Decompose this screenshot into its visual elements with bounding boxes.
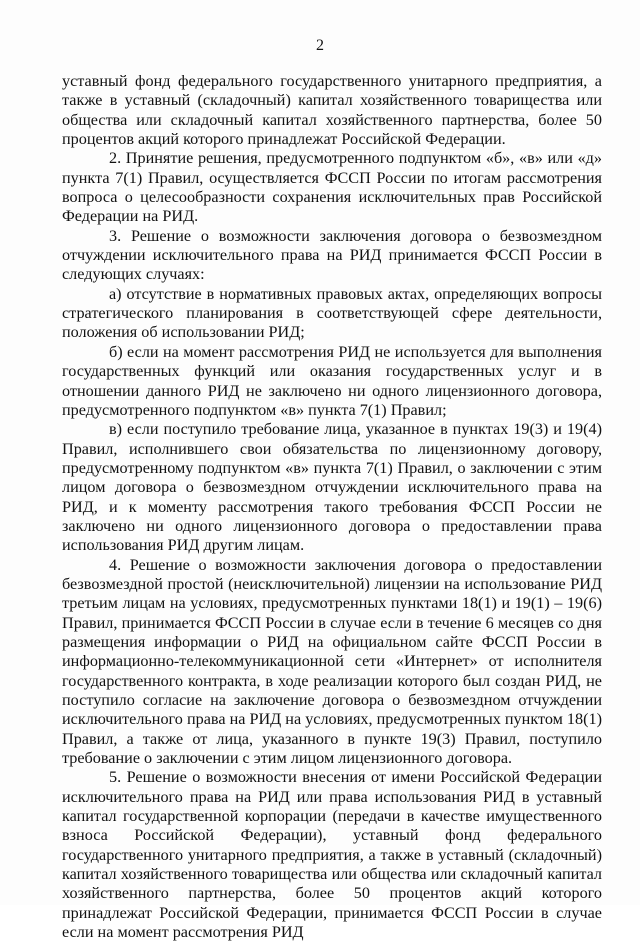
page-number: 2 (316, 37, 324, 54)
document-body (62, 72, 602, 942)
paragraph-item-3: 3. Решение о возможности заключения договора о безвозмездном отчуждении исключительного права на РИД принимается ФССП России в следующих случаях: (62, 226, 602, 284)
subparagraph-b: б) если на момент рассмотрения РИД не используется для выполнения государственных функций или оказания государственных услуг и в отношении данного РИД не заключено ни одного лицензионного договора, предусмотренного подпунктом «в» пункта 7(1) Правил; (62, 342, 602, 419)
paragraph-item-2: 2. Принятие решения, предусмотренного подпунктом «б», «в» или «д» пункта 7(1) Правил, осуществляется ФССП России по итогам рассмотрения вопроса о целесообразности сохранения исключительных прав Российской Федерации на РИД. (62, 149, 602, 226)
paragraph-item-5: 5. Решение о возможности внесения от имени Российской Федерации исключительного права на РИД или права использования РИД в уставный капитал государственной корпорации (передачи в качестве имущественного взноса Российской Федерации), уставный фонд федерального государственного унитарного предприятия, а также в уставный (складочный) капитал хозяйственного товарищества или общества или складочный капитал хозяйственного партнерства, более 50 процентов акций которого принадлежат Российской Федерации, принимается ФССП России в случае если на момент рассмотрения РИД (62, 768, 602, 942)
subparagraph-a: а) отсутствие в нормативных правовых актах, определяющих вопросы стратегического планирования в соответствующей сфере деятельности, положения об использовании РИД; (62, 284, 602, 342)
paragraph-continuation: уставный фонд федерального государственного унитарного предприятия, а также в уставный (складочный) капитал хозяйственного товарищества или общества или складочный капитал хозяйственного партнерства, более 50 процентов акций которого принадлежат Российской Федерации. (62, 72, 602, 149)
paragraph-item-4: 4. Решение о возможности заключения договора о предоставлении безвозмездной простой (неисключительной) лицензии на использование РИД третьим лицам на условиях, предусмотренных пунктами 18(1) и 19(1) – 19(6) Правил, принимается ФССП России в случае если в течение 6 месяцев со дня размещения информации о РИД на официальном сайте ФССП России в информационно-телекоммуникационной сети «Интернет» от исполнителя государственного контракта, в ходе реализации которого был создан РИД, не поступило согласие на заключение договора о безвозмездном отчуждении исключительного права на РИД на условиях, предусмотренных пунктом 18(1) Правил, а также от лица, указанного в пункте 19(3) Правил, поступило требование о заключении с этим лицом лицензионного договора. (62, 555, 602, 768)
subparagraph-v: в) если поступило требование лица, указанное в пунктах 19(3) и 19(4) Правил, исполнившего свои обязательства по лицензионному договору, предусмотренному подпунктом «в» пункта 7(1) Правил, о заключении с этим лицом договора о безвозмездном отчуждении исключительного права на РИД, и к моменту рассмотрения такого требования ФССП России не заключено ни одного лицензионного договора о предоставлении права использования РИД другим лицам. (62, 420, 602, 555)
